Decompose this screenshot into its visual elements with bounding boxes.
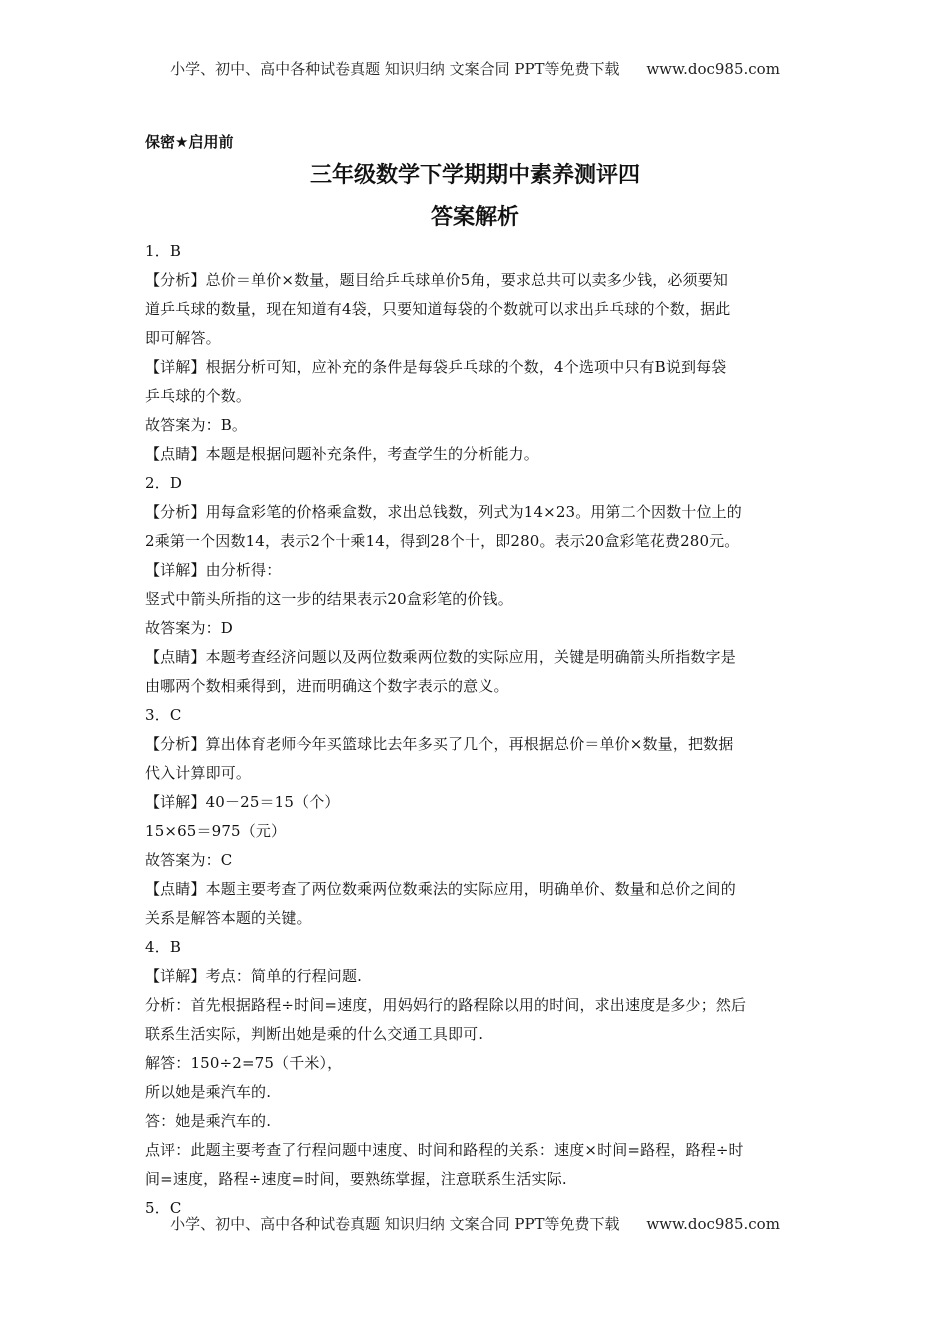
bottom-footer-url[interactable]: www.doc985.com [646, 1215, 780, 1233]
text-line: 【分析】总价＝单价×数量，题目给乒乓球单价5角，要求总共可以卖多少钱，必须要知 [145, 271, 728, 289]
text-line: 【点睛】本题考查经济问题以及两位数乘两位数的实际应用，关键是明确箭头所指数字是 [145, 648, 736, 666]
text-line: 由哪两个数相乘得到，进而明确这个数字表示的意义。 [145, 677, 509, 695]
text-line: 道乒乓球的数量，现在知道有4袋，只要知道每袋的个数就可以求出乒乓球的个数，据此 [145, 300, 731, 318]
document-content [145, 131, 805, 1223]
text-line: 3．C [145, 706, 182, 724]
page-subtitle: 答案解析 [430, 205, 519, 230]
text-line: 所以她是乘汽车的. [145, 1083, 272, 1101]
text-line: 答：她是乘汽车的. [145, 1112, 272, 1130]
bottom-footer-text: 小学、初中、高中各种试卷真题 知识归纳 文案合同 PPT等免费下载 [170, 1215, 620, 1233]
text-line: 【分析】算出体育老师今年买篮球比去年多买了几个，再根据总价＝单价×数量，把数据 [145, 735, 734, 753]
page-title: 三年级数学下学期期中素养测评四 [309, 163, 640, 188]
text-line: 【点睛】本题主要考查了两位数乘两位数乘法的实际应用，明确单价、数量和总价之间的 [145, 880, 736, 898]
text-line: 2乘第一个因数14，表示2个十乘14，得到28个十，即280。表示20盒彩笔花费280元。 [145, 532, 740, 550]
text-line: 【详解】根据分析可知，应补充的条件是每袋乒乓球的个数，4个选项中只有B说到每袋 [145, 358, 727, 376]
text-line: 【详解】考点：简单的行程问题. [145, 967, 363, 985]
text-line: 4．B [145, 938, 182, 956]
text-line: 【详解】40－25＝15（个） [145, 793, 340, 811]
text-line: 乒乓球的个数。 [145, 387, 252, 405]
text-line: 2．D [145, 474, 183, 492]
text-line: 故答案为：B。 [145, 416, 248, 434]
top-header-text: 小学、初中、高中各种试卷真题 知识归纳 文案合同 PPT等免费下载 [170, 60, 620, 78]
secret-label: 保密★启用前 [145, 133, 234, 151]
bottom-footer [0, 1213, 950, 1234]
top-header [0, 58, 950, 79]
text-line: 点评：此题主要考查了行程问题中速度、时间和路程的关系：速度×时间=路程，路程÷时 [145, 1141, 744, 1159]
text-line: 代入计算即可。 [145, 764, 252, 782]
text-line: 【分析】用每盒彩笔的价格乘盒数，求出总钱数，列式为14×23。用第二个因数十位上的 [145, 503, 742, 521]
text-line: 间=速度，路程÷速度=时间，要熟练掌握，注意联系生活实际. [145, 1170, 567, 1188]
text-line: 关系是解答本题的关键。 [145, 909, 312, 927]
text-line: 15×65＝975（元） [145, 822, 287, 840]
text-line: 竖式中箭头所指的这一步的结果表示20盒彩笔的价钱。 [145, 590, 513, 608]
text-line: 故答案为：C [145, 851, 233, 869]
text-line: 1．B [145, 242, 182, 260]
text-line: 故答案为：D [145, 619, 233, 637]
text-line: 即可解答。 [145, 329, 221, 347]
text-line: 解答：150÷2=75（千米）， [145, 1054, 343, 1072]
text-line: 分析：首先根据路程÷时间=速度，用妈妈行的路程除以用的时间，求出速度是多少；然后 [145, 996, 747, 1014]
text-line: 联系生活实际，判断出她是乘的什么交通工具即可. [145, 1025, 484, 1043]
top-header-url[interactable]: www.doc985.com [646, 60, 780, 78]
text-line: 【点睛】本题是根据问题补充条件，考查学生的分析能力。 [145, 445, 539, 463]
text-line: 【详解】由分析得： [145, 561, 282, 579]
answer-body [145, 237, 805, 1223]
text-line: 5．C [145, 1199, 182, 1217]
